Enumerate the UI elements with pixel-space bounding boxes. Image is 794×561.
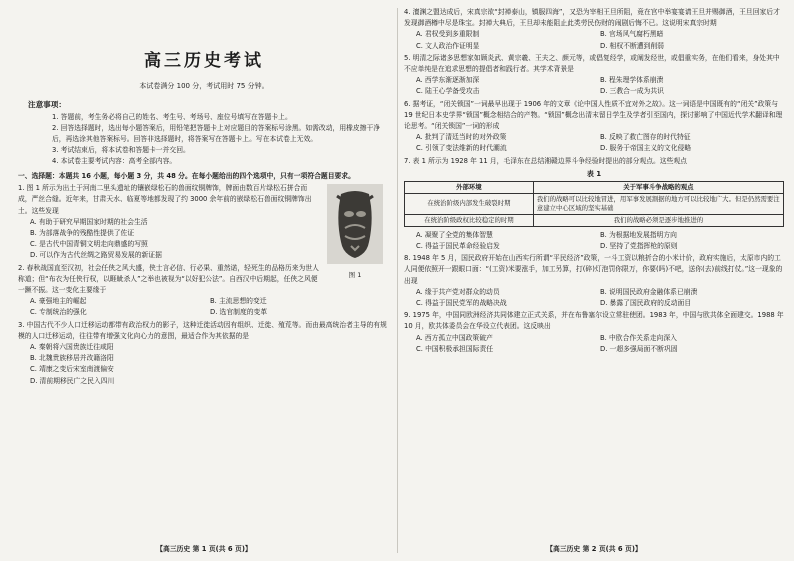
table-header: 关于军事斗争战略的观点 bbox=[533, 181, 783, 193]
option: B. 北魏贵族移居并改籍洛阳 bbox=[30, 354, 114, 363]
table-cell: 我们的战略必须是逐步地推进的 bbox=[533, 214, 783, 226]
question-stem: 6. 据考证，“闭关锁国”一词最早出现于 1906 年的文章《论中国人性质不宜对外之故》。这一词语是中国既有的“闭关”政策与 19 世纪日本史学界“锁国”概念相结合的产物。“锁国”概念出清末留日学生及学者引至国内，探讨影响了中国近代学术翻译和理论思考。“闭关锁国”一词的形成 bbox=[404, 99, 783, 131]
page-divider bbox=[397, 8, 398, 553]
option: A. 西学东渐逐渐加深 bbox=[416, 76, 480, 85]
option: C. 得益于国民革命经验启发 bbox=[416, 242, 500, 251]
notes-title: 注意事项： bbox=[28, 100, 66, 109]
option: C. 文人政治作证明显 bbox=[416, 41, 480, 50]
table-header-row bbox=[405, 181, 784, 193]
table-1 bbox=[404, 181, 784, 227]
question-options bbox=[404, 333, 784, 355]
question-stem: 9. 1975 年，中国同欧洲经济共同体建立正式关系，并在布鲁塞尔设立常驻使团。1983 年，中国与欧共体全面建交。1988 年 10 月，欧共体委员会在华设立代表团。这反映出 bbox=[404, 311, 784, 331]
option: A. 批判了清廷当时的对外政策 bbox=[416, 133, 507, 142]
exam-info: 本试卷满分 100 分，考试用时 75 分钟。 bbox=[139, 82, 269, 90]
option: C. 中国积极承担国际责任 bbox=[416, 344, 494, 353]
note-item: 2. 回答选择题时，选出每小题答案后，用铅笔把答题卡上对应题目的答案标号涂黑。如需改动，用橡皮擦干净后，再选涂其他答案标号。回答非选择题时，将答案写在答题卡上。写在本试卷上无效。 bbox=[52, 124, 381, 143]
option: A. 有助于研究早期国家时期的社会生活 bbox=[30, 217, 148, 226]
table-row bbox=[405, 214, 784, 226]
exam-title: 高三历史考试 bbox=[144, 51, 264, 71]
question-stem: 7. 表 1 所示为 1928 年 11 月，毛泽东在总结湘赣边界斗争经验时提出的部分观点。这些观点 bbox=[404, 156, 687, 165]
option: A. 缘于共产党对群众的动员 bbox=[416, 287, 500, 296]
option: D. 相权不断遭到削弱 bbox=[600, 41, 664, 50]
section-heading: 一、选择题：本题共 16 小题，每小题 3 分，共 48 分。在每小题给出的四个选项中，只有一项符合题目要求。 bbox=[18, 172, 355, 180]
note-item: 1. 答题前，考生务必将自己的姓名、考生号、考场号、座位号填写在答题卡上。 bbox=[52, 113, 292, 121]
page-2 bbox=[404, 6, 784, 555]
option: A. 豪强地主的崛起 bbox=[30, 297, 87, 306]
question-stem: 5. 明清之际诸多思想家如顾炎武、黄宗羲、王夫之、颜元等，或倡复经学，或阐发经世，或倡重实务，在他们看来，身处其中不应单纯是在追求思想的提倡者和践行者。其学术背景是 bbox=[404, 53, 780, 74]
question-options bbox=[404, 75, 784, 97]
question-options bbox=[18, 296, 390, 318]
note-item: 4. 本试卷主要考试内容：高考全部内容。 bbox=[52, 157, 177, 165]
table-cell: 我们的战略可以比较地冒进，用军事发展割据的地方可以比较地广大。但是仍然需要注意建立中心区域的坚实基础 bbox=[533, 193, 783, 214]
question-options bbox=[18, 342, 390, 387]
option: D. 可以作为古代丝绸之路贸易发展的新证据 bbox=[30, 251, 162, 260]
option: D. 暴露了国民政府的反动面目 bbox=[600, 299, 692, 308]
option: A. 秦朝将六国贵族迁往咸阳 bbox=[30, 343, 114, 352]
table-title: 表 1 bbox=[586, 169, 602, 178]
table-row bbox=[405, 193, 784, 214]
option: C. 陆王心学备受攻击 bbox=[416, 87, 480, 96]
option: B. 官场风气腐朽黑暗 bbox=[600, 30, 664, 39]
option: B. 反映了救亡图存的时代特征 bbox=[600, 133, 691, 142]
option: D. 三教合一成为共识 bbox=[600, 87, 664, 96]
page-footer: 【高三历史 第 1 页(共 6 页)】 bbox=[156, 545, 252, 553]
option: B. 为部落战争的残酷性提供了佐证 bbox=[30, 229, 135, 238]
table-cell: 在统治阶级政权比较稳定的时期 bbox=[405, 214, 534, 226]
option: A. 凝聚了全党的集体智慧 bbox=[416, 230, 493, 239]
option: D. 选官制度的变革 bbox=[210, 308, 268, 317]
question-options bbox=[404, 287, 784, 309]
option: B. 为根据地发展指明方向 bbox=[600, 230, 677, 239]
question-options bbox=[404, 132, 784, 154]
question-stem: 3. 中国古代不少人口迁移运动都带有政治权力的影子，这种迁徙活动因有组织、迁徙、殖荒等。而由最高统治者主导的有规模的人口迁移运动，往往带有增强文化向心力的意图，最适合作为其依据的是 bbox=[18, 320, 387, 340]
question-stem: 4. 澶渊之盟达成后，宋真宗欲“封禅泰山，镇服四海”，又恐为宰相王旦所阻，竟在宫中举宴宴请王旦并赐御酒，王旦回家后才发现御酒樽中尽是珠宝。封禅大典后，王旦却未能阻止此类劳民伤财的闹剧后悔不已。这说明宋真宗时期 bbox=[404, 8, 780, 28]
note-item: 3. 考试结束后，将本试卷和答题卡一并交回。 bbox=[52, 146, 190, 154]
option: B. 中欧合作关系走向深入 bbox=[600, 333, 677, 342]
page-footer: 【高三历史 第 2 页(共 6 页)】 bbox=[546, 545, 642, 553]
option: D. 服务于帝国主义的文化侵略 bbox=[600, 144, 692, 153]
option: B. 主流思想的变迁 bbox=[210, 297, 267, 306]
option: D. 清前期移民广之民入四川 bbox=[30, 376, 115, 385]
option: D. 一超多强局面不断巩固 bbox=[600, 344, 678, 353]
question-options bbox=[404, 230, 784, 252]
option: C. 引领了变法维新的时代潮流 bbox=[416, 144, 507, 153]
table-cell: 在统治阶级内部发生破裂时期 bbox=[405, 193, 534, 214]
option: D. 坚持了党指挥枪的原则 bbox=[600, 242, 678, 251]
option: B. 程朱理学体系崩溃 bbox=[600, 76, 664, 85]
option: C. 专制统治的强化 bbox=[30, 308, 87, 317]
question-stem: 8. 1948 年 5 月，国民政府开始在山西实行所谓“平民经济”政策，一斗工资以粮折合的小米计价，政府实施后，太原市内的工人同便依照开一跟眼口面：“(工资)米要涨手，加工另算，打(碎)灯泡罚你限万，你要(吗)不吧，送你(去)前线打仗。”这一现象的出现 bbox=[404, 254, 783, 285]
option: C. 靖康之变后宋室南渡偏安 bbox=[30, 365, 114, 374]
option: C. 是古代中国青铜文明走向鼎盛的写照 bbox=[30, 240, 148, 249]
bronze-plaque-image bbox=[327, 184, 383, 264]
question-stem: 2. 春秋战国直至汉初，社会任侠之风大盛，侠士言必信、行必果、重然诺，轻死生的品格历来为世人称道；但“布衣为任侠行权，以睚眦杀人”之举也被视为“以好犯公法”。自西汉中后期起，任侠之风便一蹶不振。这一变化主要缘于 bbox=[18, 263, 319, 295]
question-options bbox=[404, 29, 784, 51]
figure-caption: 图 1 bbox=[348, 271, 362, 280]
table-header: 外部环境 bbox=[405, 181, 534, 193]
option: A. 西方孤立中国政策破产 bbox=[416, 333, 493, 342]
option: A. 君权受到多重限制 bbox=[416, 30, 480, 39]
option: B. 说明国民政府金融体系已崩溃 bbox=[600, 287, 698, 296]
question-stem: 1. 图 1 所示为出土于河南二里头遗址的镶嵌绿松石的兽面纹铜牌饰，牌面由数百片绿松石拼合而成，严丝合缝。近年来，甘肃天水、临夏等地都发现了约 3000 余年前的嵌绿松石兽面纹铜牌饰出土。这些发现 bbox=[18, 184, 312, 215]
figure-1 bbox=[326, 184, 384, 279]
option: C. 得益于国民党军的战略决战 bbox=[416, 299, 507, 308]
page-1 bbox=[18, 6, 390, 555]
